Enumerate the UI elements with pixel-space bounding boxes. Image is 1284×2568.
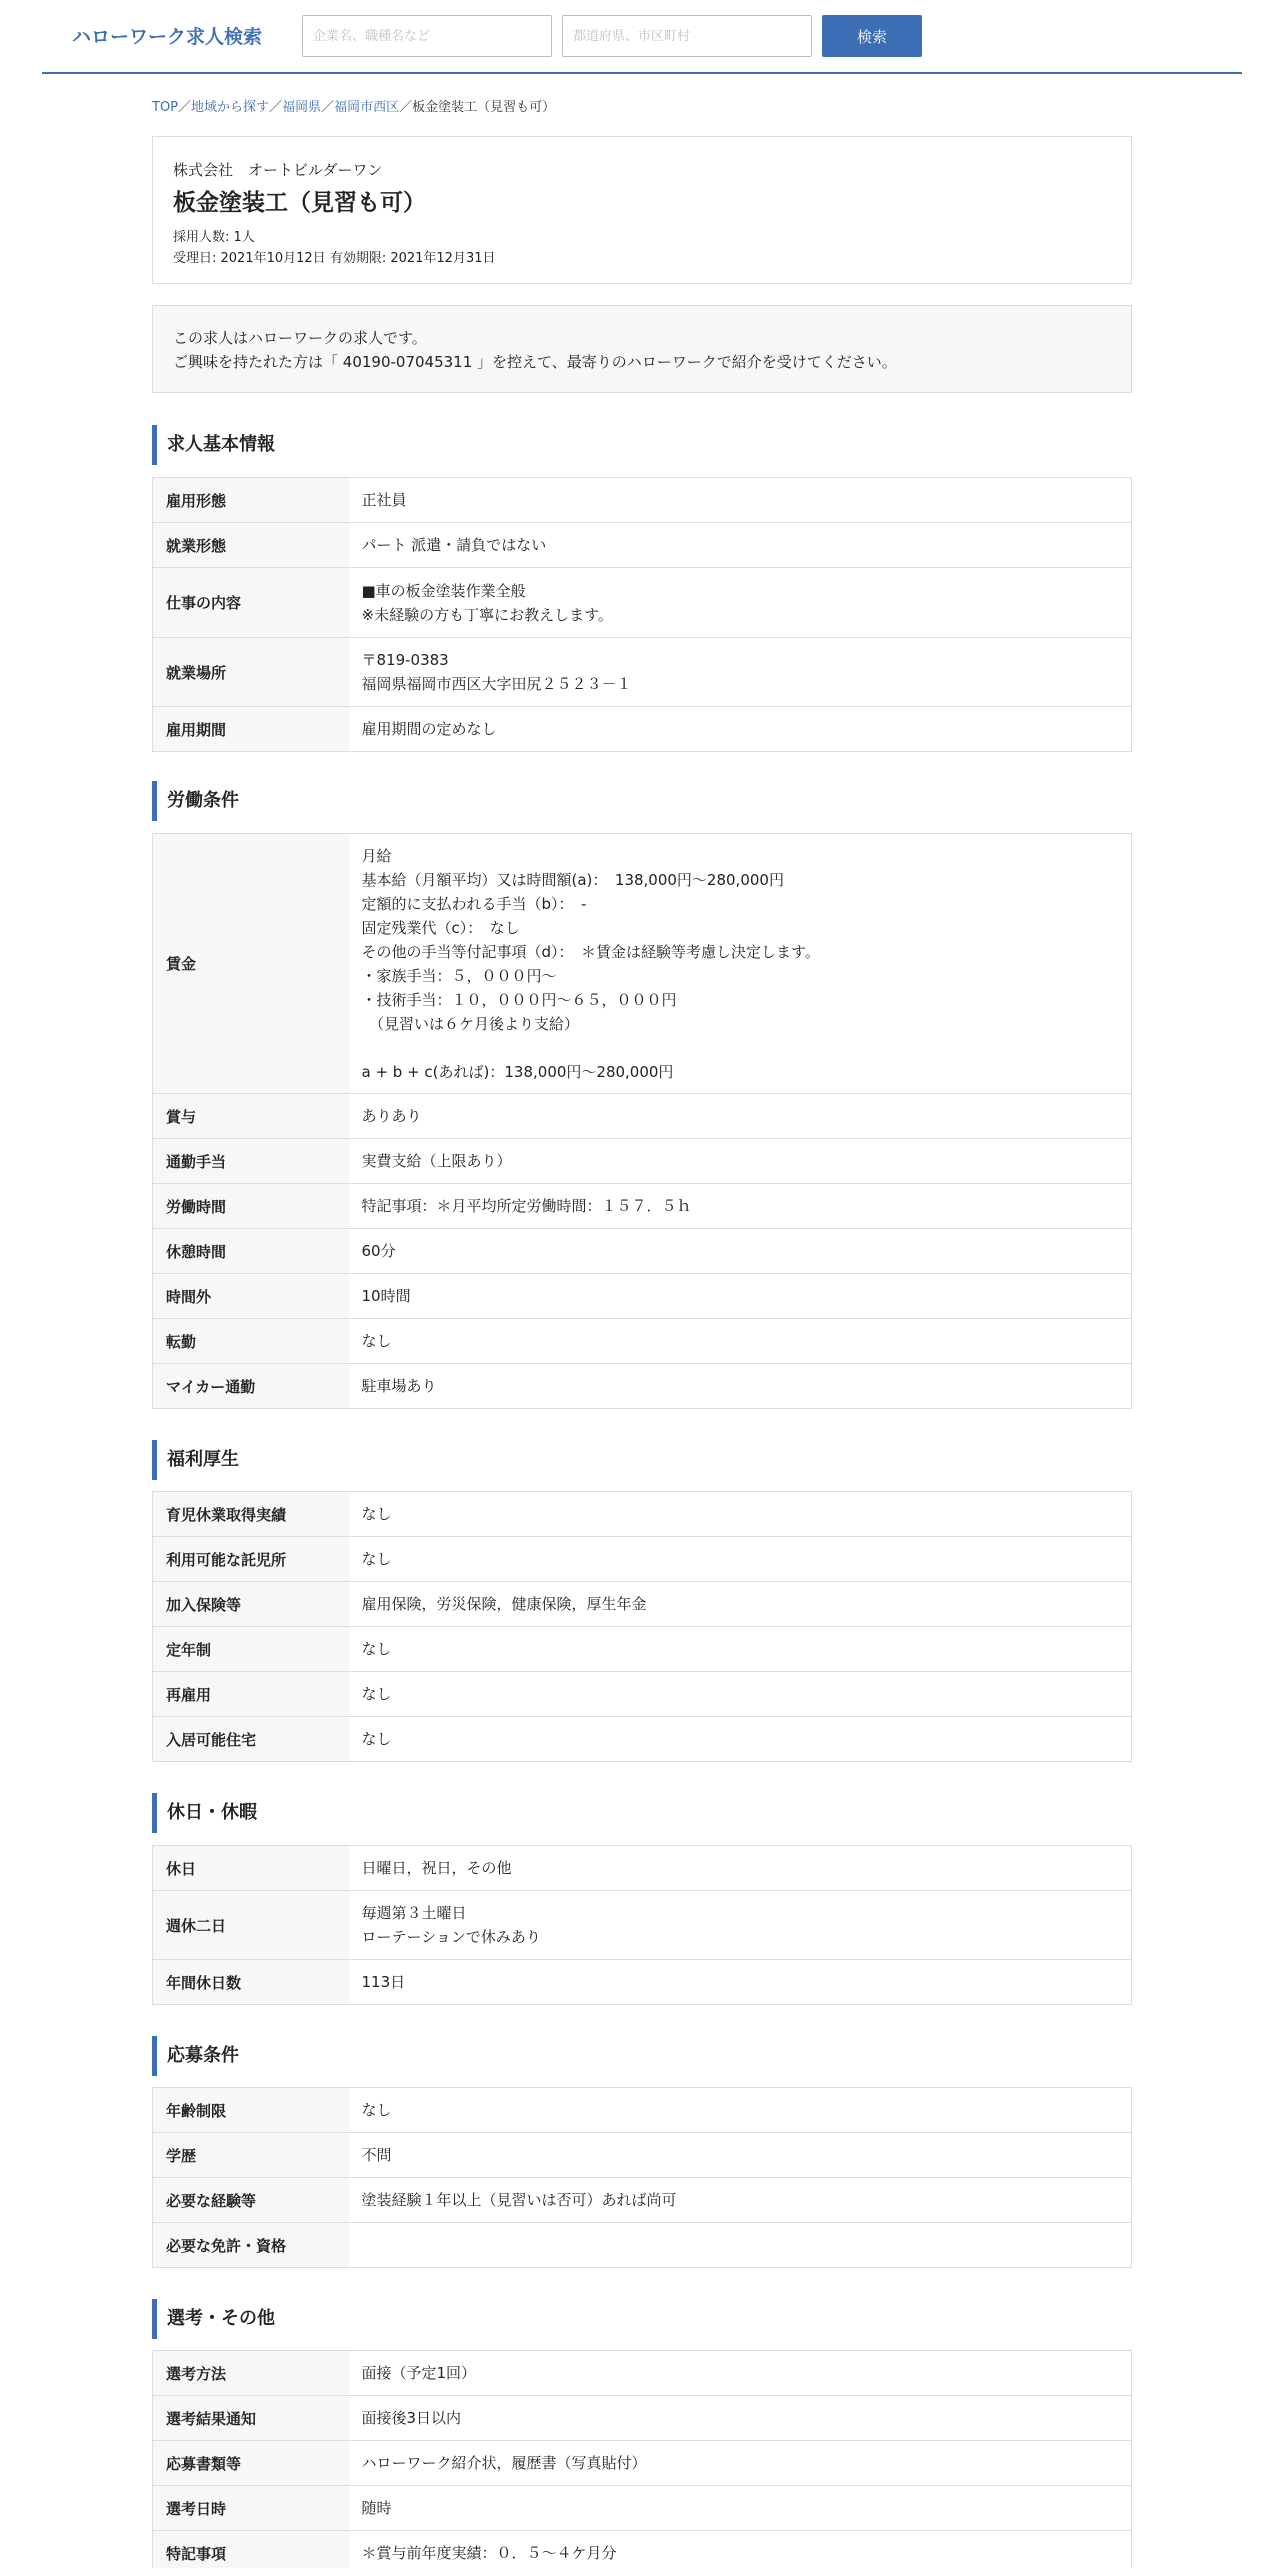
openings-count: 採用人数: 1人 bbox=[173, 230, 255, 245]
row-value: 面接（予定1回） bbox=[361, 2364, 477, 2382]
table-row bbox=[153, 2351, 1132, 2396]
row-label: 利用可能な託児所 bbox=[153, 1537, 349, 1582]
row-label: 選考結果通知 bbox=[153, 2396, 349, 2441]
table-row bbox=[153, 1960, 1132, 2005]
table-row bbox=[153, 1274, 1132, 1319]
table-row bbox=[153, 1537, 1132, 1582]
breadcrumb-separator: ／ bbox=[399, 100, 413, 115]
row-value: 雇用保険，労災保険，健康保険，厚生年金 bbox=[361, 1595, 647, 1613]
info-table bbox=[152, 2087, 1132, 2268]
row-value: 正社員 bbox=[361, 491, 407, 509]
table-row bbox=[153, 1846, 1132, 1891]
table-row bbox=[153, 2441, 1132, 2486]
table-row bbox=[153, 638, 1132, 707]
info-table bbox=[152, 1845, 1132, 2005]
row-value: 雇用期間の定めなし bbox=[361, 720, 497, 738]
table-row bbox=[153, 1184, 1132, 1229]
row-label: 選考方法 bbox=[153, 2351, 349, 2396]
breadcrumb-city[interactable]: 福岡市西区 bbox=[334, 100, 400, 115]
row-value: なし bbox=[361, 1730, 392, 1748]
row-value: 不問 bbox=[361, 2146, 392, 2164]
site-logo[interactable]: ハローワーク求人検索 bbox=[72, 26, 263, 48]
breadcrumb-top[interactable]: TOP bbox=[152, 100, 179, 115]
row-value: なし bbox=[361, 1640, 392, 1658]
table-row bbox=[153, 1094, 1132, 1139]
breadcrumb bbox=[152, 96, 555, 115]
info-table bbox=[152, 2350, 1132, 2568]
table-row bbox=[153, 1319, 1132, 1364]
table-row bbox=[153, 478, 1132, 523]
table-row bbox=[153, 2088, 1132, 2133]
row-label: 労働時間 bbox=[153, 1184, 349, 1229]
row-label: 特記事項 bbox=[153, 2531, 349, 2568]
breadcrumb-separator: ／ bbox=[321, 100, 335, 115]
notice-line: この求人はハローワークの求人です。 bbox=[173, 329, 427, 347]
row-label: 再雇用 bbox=[153, 1672, 349, 1717]
hellowork-notice bbox=[152, 305, 1132, 393]
row-label: 雇用形態 bbox=[153, 478, 349, 523]
table-row bbox=[153, 1717, 1132, 1762]
table-row bbox=[153, 1672, 1132, 1717]
row-label: 入居可能住宅 bbox=[153, 1717, 349, 1762]
table-row bbox=[153, 568, 1132, 638]
table-row bbox=[153, 2133, 1132, 2178]
table-row bbox=[153, 523, 1132, 568]
row-label: 転勤 bbox=[153, 1319, 349, 1364]
row-label: 選考日時 bbox=[153, 2486, 349, 2531]
company-name: 株式会社 オートビルダーワン bbox=[173, 161, 383, 179]
row-value bbox=[349, 2223, 1132, 2268]
row-label: 雇用期間 bbox=[153, 707, 349, 752]
info-table bbox=[152, 477, 1132, 752]
row-label: 通勤手当 bbox=[153, 1139, 349, 1184]
table-row bbox=[153, 1492, 1132, 1537]
job-dates: 受理日: 2021年10月12日 有効期限: 2021年12月31日 bbox=[173, 251, 496, 266]
info-table bbox=[152, 833, 1132, 1409]
section-heading: 労働条件 bbox=[152, 781, 1132, 821]
section-heading: 選考・その他 bbox=[152, 2299, 1132, 2339]
search-button[interactable]: 検索 bbox=[822, 15, 922, 57]
row-value: なし bbox=[361, 1332, 392, 1350]
table-row bbox=[153, 1139, 1132, 1184]
table-row bbox=[153, 2223, 1132, 2268]
row-value: パート 派遣・請負ではない bbox=[361, 536, 547, 554]
row-value: 日曜日，祝日，その他 bbox=[361, 1859, 512, 1877]
row-value: なし bbox=[361, 2101, 392, 2119]
row-label: 加入保険等 bbox=[153, 1582, 349, 1627]
table-row bbox=[153, 1627, 1132, 1672]
row-value: 塗装経験１年以上（見習いは否可）あれば尚可 bbox=[361, 2191, 677, 2209]
info-table bbox=[152, 1491, 1132, 1762]
row-label: 就業場所 bbox=[153, 638, 349, 707]
section-heading: 福利厚生 bbox=[152, 1440, 1132, 1480]
table-row bbox=[153, 1891, 1132, 1960]
row-label: 就業形態 bbox=[153, 523, 349, 568]
row-label: 必要な免許・資格 bbox=[153, 2223, 349, 2268]
table-row bbox=[153, 707, 1132, 752]
row-label: 休日 bbox=[153, 1846, 349, 1891]
row-value: 60分 bbox=[361, 1242, 396, 1260]
row-value: なし bbox=[361, 1685, 392, 1703]
table-row bbox=[153, 2178, 1132, 2223]
row-label: 年齢制限 bbox=[153, 2088, 349, 2133]
row-label: 応募書類等 bbox=[153, 2441, 349, 2486]
breadcrumb-current: 板金塗装工（見習も可） bbox=[412, 100, 556, 115]
section-heading: 応募条件 bbox=[152, 2036, 1132, 2076]
row-label: 学歴 bbox=[153, 2133, 349, 2178]
row-label: 賞与 bbox=[153, 1094, 349, 1139]
breadcrumb-separator: ／ bbox=[269, 100, 283, 115]
keyword-search-input[interactable] bbox=[302, 15, 552, 57]
row-value: 駐車場あり bbox=[361, 1377, 437, 1395]
row-value: 随時 bbox=[361, 2499, 392, 2517]
job-title: 板金塗装工（見習も可） bbox=[173, 190, 426, 216]
site-header bbox=[42, 0, 1242, 74]
row-value: 月給 基本給（月額平均）又は時間額(a)： 138,000円〜280,000円 定額的に支払われる手当（b）： - 固定残業代（c）： なし その他の手当等付記事項（d）： ＊賃金は経験等考慮し決定します。 ・家族手当：５，０００円～ ・技術手当：１０，０００円～６５，０００円 （見習いは６ケ月後より支給） a + b + c(あれば)：138,000円〜280,000円 bbox=[361, 846, 820, 1081]
row-label: 年間休日数 bbox=[153, 1960, 349, 2005]
notice-line: ご興味を持たれた方は「 40190-07045311 」を控えて、最寄りのハローワークで紹介を受けてください。 bbox=[173, 353, 897, 371]
row-label: 週休二日 bbox=[153, 1891, 349, 1960]
row-value: なし bbox=[361, 1505, 392, 1523]
row-value: 〒819-0383 福岡県福岡市西区大字田尻２５２３－１ bbox=[361, 651, 632, 693]
row-value: 特記事項：＊月平均所定労働時間：１５７．５ｈ bbox=[361, 1197, 692, 1215]
section-heading: 求人基本情報 bbox=[152, 425, 1132, 465]
table-row bbox=[153, 1582, 1132, 1627]
row-value: なし bbox=[361, 1550, 392, 1568]
row-value: 毎週第３土曜日 ローテーションで休みあり bbox=[361, 1904, 541, 1946]
row-label: 仕事の内容 bbox=[153, 568, 349, 638]
breadcrumb-region[interactable]: 地域から探す bbox=[191, 100, 270, 115]
row-label: 時間外 bbox=[153, 1274, 349, 1319]
row-value: ハローワーク紹介状，履歴書（写真貼付） bbox=[361, 2454, 647, 2472]
row-value: 113日 bbox=[361, 1973, 406, 1991]
table-row bbox=[153, 1229, 1132, 1274]
row-value: ありあり bbox=[361, 1107, 422, 1125]
section-heading: 休日・休暇 bbox=[152, 1793, 1132, 1833]
job-summary-card bbox=[152, 136, 1132, 284]
row-label: 休憩時間 bbox=[153, 1229, 349, 1274]
row-value: ＊賞与前年度実績：０．５～４ケ月分 bbox=[361, 2544, 617, 2562]
table-row bbox=[153, 834, 1132, 1094]
row-label: 必要な経験等 bbox=[153, 2178, 349, 2223]
row-label: 定年制 bbox=[153, 1627, 349, 1672]
location-search-input[interactable] bbox=[562, 15, 812, 57]
row-label: マイカー通勤 bbox=[153, 1364, 349, 1409]
table-row bbox=[153, 2396, 1132, 2441]
row-value: 面接後3日以内 bbox=[361, 2409, 462, 2427]
row-value: 実費支給（上限あり） bbox=[361, 1152, 512, 1170]
table-row bbox=[153, 1364, 1132, 1409]
breadcrumb-separator: ／ bbox=[178, 100, 192, 115]
row-label: 育児休業取得実績 bbox=[153, 1492, 349, 1537]
table-row bbox=[153, 2531, 1132, 2568]
row-value: ■車の板金塗装作業全般 ※未経験の方も丁寧にお教えします。 bbox=[361, 581, 613, 624]
table-row bbox=[153, 2486, 1132, 2531]
breadcrumb-prefecture[interactable]: 福岡県 bbox=[282, 100, 322, 115]
row-value: 10時間 bbox=[361, 1287, 411, 1305]
row-label: 賃金 bbox=[153, 834, 349, 1094]
